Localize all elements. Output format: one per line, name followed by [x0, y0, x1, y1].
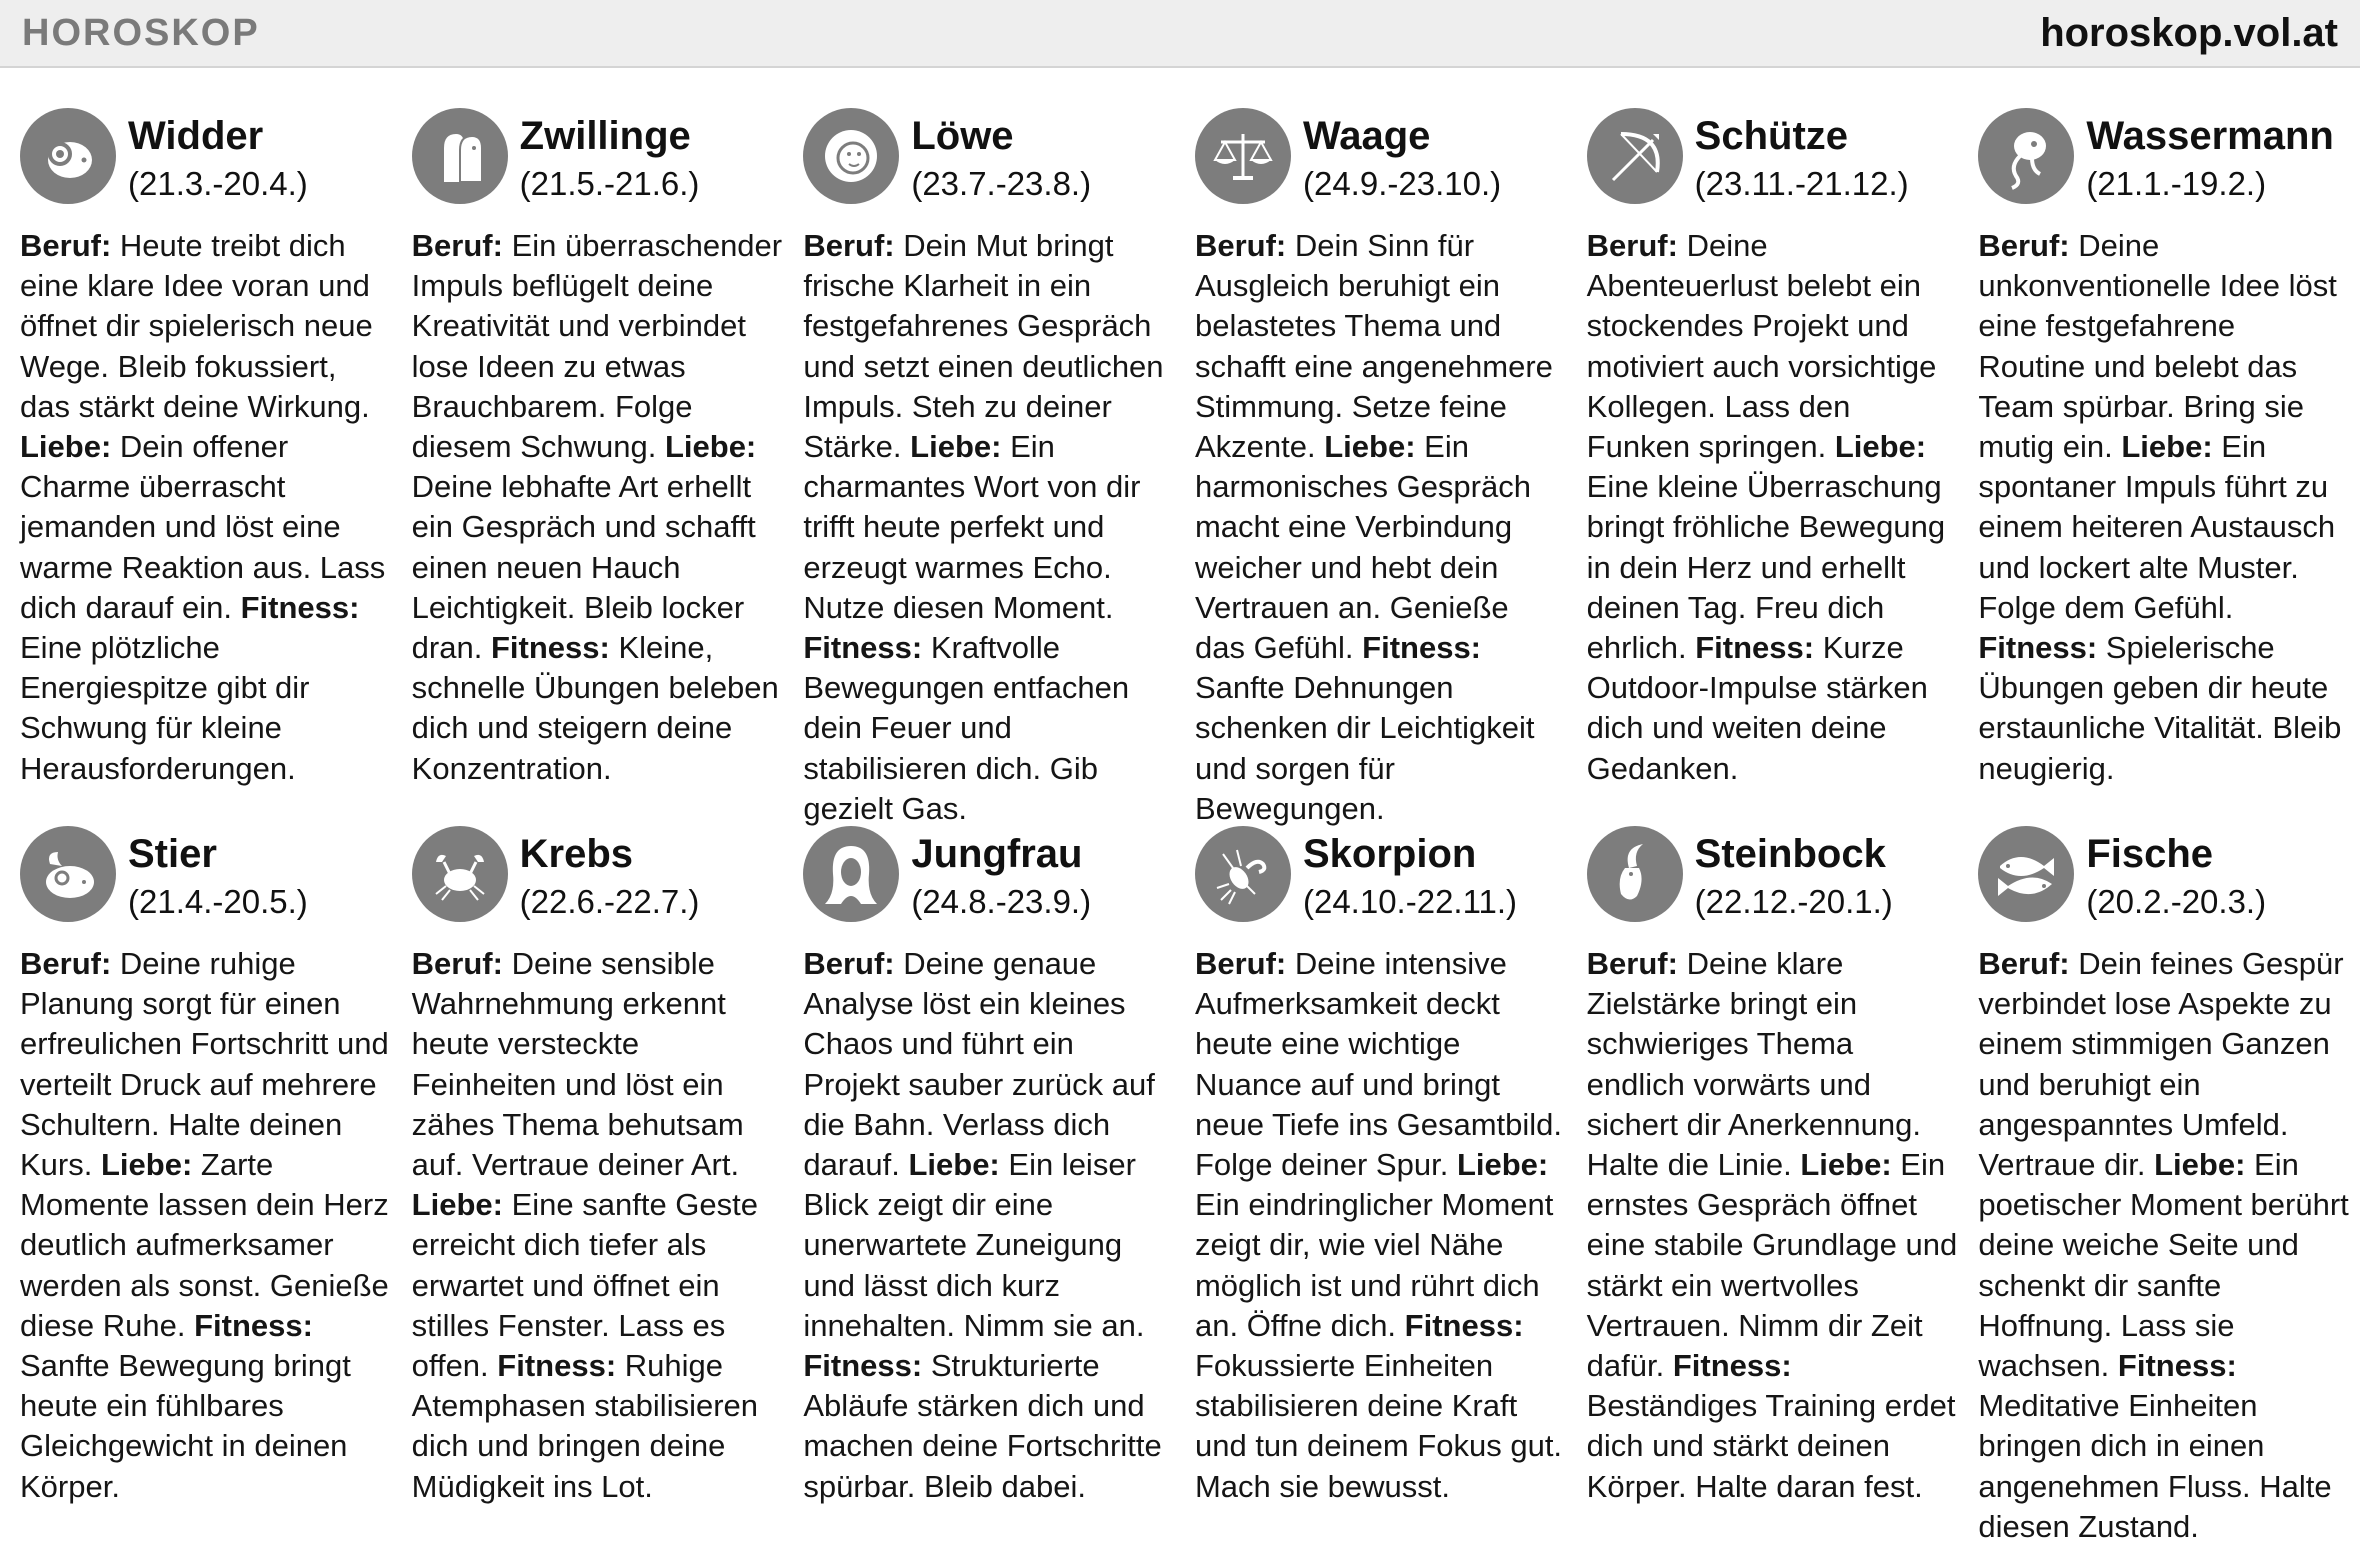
label-liebe: Liebe: [2121, 429, 2213, 465]
text-beruf: Dein feines Gespür verbindet lose Aspekte zu einem stimmigen Ganzen und beruhigt ein angespanntes Umfeld. Vertraue dir. [1978, 946, 2344, 1183]
text-fitness: Beständiges Training erdet dich und stärkt deinen Körper. Halte daran fest. [1586, 1388, 1956, 1504]
sign-name: Stier [128, 832, 217, 876]
label-fitness: Fitness: [1362, 630, 1482, 666]
scales-icon [1195, 108, 1291, 204]
sign-text [1587, 226, 1959, 789]
ibex-icon [1587, 826, 1683, 922]
sign-dates: (24.10.-22.11.) [1302, 883, 1518, 920]
text-beruf: Dein Sinn für Ausgleich beruhigt ein belastetes Thema und schafft eine angenehmere Stimmung. Setze feine Akzente. [1194, 228, 1553, 465]
sign-text [412, 226, 784, 789]
sign-text [803, 226, 1175, 829]
label-liebe: Liebe: [20, 429, 112, 465]
label-liebe: Liebe: [910, 429, 1002, 465]
water-bearer-icon [1978, 108, 2074, 204]
label-beruf: Beruf: [20, 228, 112, 263]
label-beruf: Beruf: [1194, 228, 1287, 263]
label-fitness: Fitness: [1404, 1307, 1524, 1343]
text-fitness: Fokussierte Einheiten stabilisieren deine Kraft und tun deinem Fokus gut. Mach sie bewusst. [1194, 1348, 1563, 1504]
label-fitness: Fitness: [803, 1348, 923, 1384]
label-beruf: Beruf: [1586, 946, 1678, 981]
sign-dates: (24.9.-23.10.) [1302, 165, 1502, 202]
text-beruf: Deine sensible Wahrnehmung erkennt heute versteckte Feinheiten und löst ein zähes Thema behutsam auf. Vertraue deiner Art. [411, 946, 744, 1183]
sign-name: Krebs [519, 832, 634, 876]
text-fitness: Kraftvolle Bewegungen entfachen dein Feuer und stabilisieren dich. Gib gezielt Gas. [803, 630, 1130, 826]
sign-steinbock [1587, 826, 1959, 1526]
label-liebe: Liebe: [1834, 429, 1927, 465]
text-fitness: Sanfte Bewegung bringt heute ein fühlbares Gleichgewicht in deinen Körper. [20, 1348, 351, 1504]
label-liebe: Liebe: [2154, 1147, 2246, 1183]
text-liebe: Ein eindringlicher Moment zeigt dir, wie viel Nähe möglich ist und rührt dich an. Öffne dich. [1194, 1187, 1554, 1343]
sign-name: Wassermann [2086, 114, 2334, 158]
label-fitness: Fitness: [1978, 630, 2098, 666]
sign-text [1978, 226, 2350, 789]
sign-text [803, 944, 1175, 1507]
text-beruf: Deine unkonventionelle Idee löst eine festgefahrene Routine und belebt das Team spürbar. Bring sie mutig ein. [1978, 228, 2337, 465]
label-beruf: Beruf: [1586, 228, 1678, 263]
label-liebe: Liebe: [1456, 1147, 1549, 1183]
text-fitness: Kleine, schnelle Übungen beleben dich und steigern deine Konzentration. [411, 630, 779, 786]
text-liebe: Deine lebhafte Art erhellt ein Gespräch und schafft einen neuen Hauch Leichtigkeit. Bleib locker dran. [411, 469, 756, 666]
label-beruf: Beruf: [1194, 946, 1287, 981]
sign-skorpion [1195, 826, 1567, 1526]
text-liebe: Ein charmantes Wort von dir trifft heute perfekt und erzeugt warmes Echo. Nutze diesen Moment. [803, 429, 1141, 625]
sign-krebs [412, 826, 784, 1526]
sign-name: Fische [2086, 832, 2214, 876]
text-liebe: Dein offener Charme überrascht jemanden und löst eine warme Reaktion aus. Lass dich darauf ein. [20, 429, 386, 625]
page-header [0, 0, 2360, 68]
label-fitness: Fitness: [194, 1307, 313, 1343]
sign-dates: (22.6.-22.7.) [519, 883, 700, 920]
text-liebe: Ein harmonisches Gespräch macht eine Verbindung weicher und hebt dein Vertrauen an. Genieße das Gefühl. [1194, 429, 1531, 666]
label-fitness: Fitness: [497, 1348, 617, 1384]
sign-schuetze [1587, 108, 1959, 826]
label-beruf: Beruf: [803, 946, 895, 981]
section-title: HOROSKOP [22, 11, 260, 54]
sign-dates: (24.8.-23.9.) [911, 883, 1092, 920]
label-beruf: Beruf: [411, 946, 503, 981]
text-liebe: Eine kleine Überraschung bringt fröhliche Bewegung in dein Herz und erhellt deinen Tag. Freu dich ehrlich. [1586, 469, 1946, 666]
text-beruf: Deine ruhige Planung sorgt für einen erfreulichen Fortschritt und verteilt Druck auf mehrere Schultern. Halte deinen Kurs. [20, 946, 389, 1183]
label-fitness: Fitness: [1695, 630, 1815, 666]
sign-dates: (21.5.-21.6.) [519, 165, 700, 202]
text-liebe: Ein poetischer Moment berührt deine weiche Seite und schenkt dir sanfte Hoffnung. Lass sie wachsen. [1978, 1147, 2349, 1384]
label-beruf: Beruf: [1978, 228, 2070, 263]
label-liebe: Liebe: [908, 1147, 1000, 1183]
sign-text [1195, 226, 1567, 829]
text-beruf: Deine intensive Aufmerksamkeit deckt heute eine wichtige Nuance auf und bringt neue Tiefe ins Gesamtbild. Folge deiner Spur. [1194, 946, 1563, 1183]
label-beruf: Beruf: [20, 946, 112, 981]
sign-waage [1195, 108, 1567, 826]
label-liebe: Liebe: [411, 1187, 503, 1223]
sign-dates: (23.11.-21.12.) [1694, 165, 1909, 202]
sign-name: Waage [1302, 114, 1431, 158]
scorpion-icon [1195, 826, 1291, 922]
text-fitness: Eine plötzliche Energiespitze gibt dir Schwung für kleine Herausforderungen. [20, 630, 310, 786]
bull-icon [20, 826, 116, 922]
sign-jungfrau [803, 826, 1175, 1526]
sign-dates: (21.1.-19.2.) [2086, 165, 2267, 202]
sign-dates: (21.4.-20.5.) [128, 883, 308, 920]
archer-icon [1587, 108, 1683, 204]
sign-name: Jungfrau [911, 832, 1083, 876]
label-beruf: Beruf: [803, 228, 895, 263]
ram-icon [20, 108, 116, 204]
sign-text [1587, 944, 1959, 1507]
sign-fische [1978, 826, 2350, 1544]
site-link[interactable]: horoskop.vol.at [2040, 10, 2338, 55]
virgin-icon [803, 826, 899, 922]
sign-zwillinge [412, 108, 784, 826]
sign-name: Steinbock [1694, 832, 1886, 876]
sign-text [412, 944, 784, 1507]
sign-loewe [803, 108, 1175, 826]
sign-name: Löwe [911, 114, 1014, 158]
sign-dates: (22.12.-20.1.) [1694, 883, 1893, 920]
sign-name: Widder [128, 114, 264, 158]
text-beruf: Deine klare Zielstärke bringt ein schwieriges Thema endlich vorwärts und sichert dir Anerkennung. Halte die Linie. [1586, 946, 1921, 1183]
sign-dates: (20.2.-20.3.) [2086, 883, 2267, 920]
sign-widder [20, 108, 392, 826]
label-fitness: Fitness: [2117, 1348, 2237, 1384]
sign-text [20, 226, 392, 789]
text-fitness: Meditative Einheiten bringen dich in einen angenehmen Fluss. Halte diesen Zustand. [1978, 1388, 2332, 1544]
sign-name: Schütze [1694, 114, 1849, 158]
sign-text [1195, 944, 1567, 1507]
label-liebe: Liebe: [100, 1147, 193, 1183]
sign-stier [20, 826, 392, 1526]
text-beruf: Heute treibt dich eine klare Idee voran und öffnet dir spielerisch neue Wege. Bleib fokussiert, das stärkt deine Wirkung. [20, 228, 373, 424]
label-beruf: Beruf: [1978, 946, 2070, 981]
text-beruf: Deine Abenteuerlust belebt ein stockendes Projekt und motiviert auch vorsichtige Kollegen. Lass den Funken springen. [1586, 228, 1937, 465]
sign-dates: (21.3.-20.4.) [128, 165, 308, 202]
label-liebe: Liebe: [664, 429, 757, 465]
label-fitness: Fitness: [1672, 1348, 1792, 1384]
text-liebe: Ein spontaner Impuls führt zu einem heiteren Austausch und lockert alte Muster. Folge dem Gefühl. [1978, 429, 2336, 625]
sign-wassermann [1978, 108, 2350, 826]
text-fitness: Strukturierte Abläufe stärken dich und machen deine Fortschritte spürbar. Bleib dabei. [803, 1348, 1162, 1504]
text-liebe: Zarte Momente lassen dein Herz deutlich aufmerksamer werden als sonst. Genieße diese Ruhe. [20, 1147, 389, 1343]
text-fitness: Spielerische Übungen geben dir heute erstaunliche Vitalität. Bleib neugierig. [1978, 630, 2342, 786]
label-liebe: Liebe: [1324, 429, 1416, 465]
text-liebe: Eine sanfte Geste erreicht dich tiefer als erwartet und öffnet ein stilles Fenster. Lass es offen. [411, 1187, 759, 1384]
twins-icon [412, 108, 508, 204]
sign-text [20, 944, 392, 1507]
crab-icon [412, 826, 508, 922]
label-fitness: Fitness: [490, 630, 610, 666]
label-fitness: Fitness: [240, 589, 360, 625]
sign-dates: (23.7.-23.8.) [911, 165, 1092, 202]
horoscope-grid [20, 108, 2350, 1544]
label-beruf: Beruf: [411, 228, 503, 263]
text-beruf: Deine genaue Analyse löst ein kleines Chaos und führt ein Projekt sauber zurück auf die Bahn. Verlass dich darauf. [803, 946, 1155, 1183]
sign-name: Skorpion [1302, 832, 1477, 876]
text-fitness: Sanfte Dehnungen schenken dir Leichtigkeit und sorgen für Bewegungen. [1194, 670, 1535, 826]
text-fitness: Kurze Outdoor-Impulse stärken dich und weiten deine Gedanken. [1586, 630, 1928, 786]
label-fitness: Fitness: [803, 630, 923, 666]
text-liebe: Ein leiser Blick zeigt dir eine unerwartete Zuneigung und lässt dich kurz innehalten. Nimm sie an. [803, 1147, 1145, 1343]
sign-text [1978, 944, 2350, 1547]
fish-icon [1978, 826, 2074, 922]
text-liebe: Ein ernstes Gespräch öffnet eine stabile Grundlage und stärkt ein wertvolles Vertrauen. Nimm dir Zeit dafür. [1586, 1147, 1958, 1384]
text-fitness: Ruhige Atemphasen stabilisieren dich und bringen deine Müdigkeit ins Lot. [411, 1348, 759, 1504]
sign-name: Zwillinge [519, 114, 691, 158]
text-beruf: Ein überraschender Impuls beflügelt deine Kreativität und verbindet lose Ideen zu etwas Brauchbarem. Folge diesem Schwung. [411, 228, 783, 465]
text-beruf: Dein Mut bringt frische Klarheit in ein festgefahrenes Gespräch und setzt einen deutlichen Impuls. Steh zu deiner Stärke. [803, 228, 1164, 465]
lion-icon [803, 108, 899, 204]
label-liebe: Liebe: [1800, 1147, 1892, 1183]
